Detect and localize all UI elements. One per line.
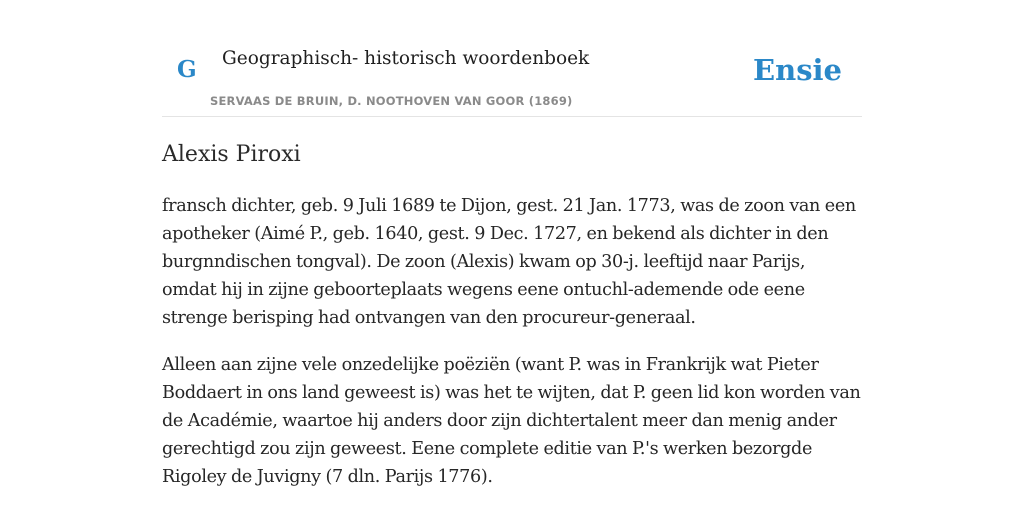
- entry-paragraph: Alleen aan zijne vele onzedelijke poëziën (want P. was in Frankrijk wat Pieter Boddaert in ons land geweest is) was het te wijten, dat P. geen lid kon worden van de Académie, waartoe hij anders door zijn dichtertalent meer dan menig ander gerechtigd zou zijn geweest. Eene complete editie van P.'s werken bezorgde Rigoley de Juvigny (7 dln. Parijs 1776).: [162, 355, 861, 487]
- book-title[interactable]: Geographisch- historisch woordenboek: [222, 48, 590, 69]
- book-author: SERVAAS DE BRUIN, D. NOOTHOVEN VAN GOOR (1869): [210, 94, 573, 108]
- ensie-logo[interactable]: Ensie: [753, 53, 842, 87]
- book-letter-icon[interactable]: G: [177, 56, 197, 83]
- book-header: [162, 0, 862, 117]
- entry-title: Alexis Piroxi: [162, 142, 301, 167]
- entry-paragraph: fransch dichter, geb. 9 Juli 1689 te Dijon, gest. 21 Jan. 1773, was de zoon van een apotheker (Aimé P., geb. 1640, gest. 9 Dec. 1727, en bekend als dichter in den burgnndischen tongval). De zoon (Alexis) kwam op 30-j. leeftijd naar Parijs, omdat hij in zijne geboorteplaats wegens eene ontuchl-ademende ode eene strenge berisping had ontvangen van den procureur-generaal.: [162, 196, 856, 328]
- entry-body: [162, 192, 862, 510]
